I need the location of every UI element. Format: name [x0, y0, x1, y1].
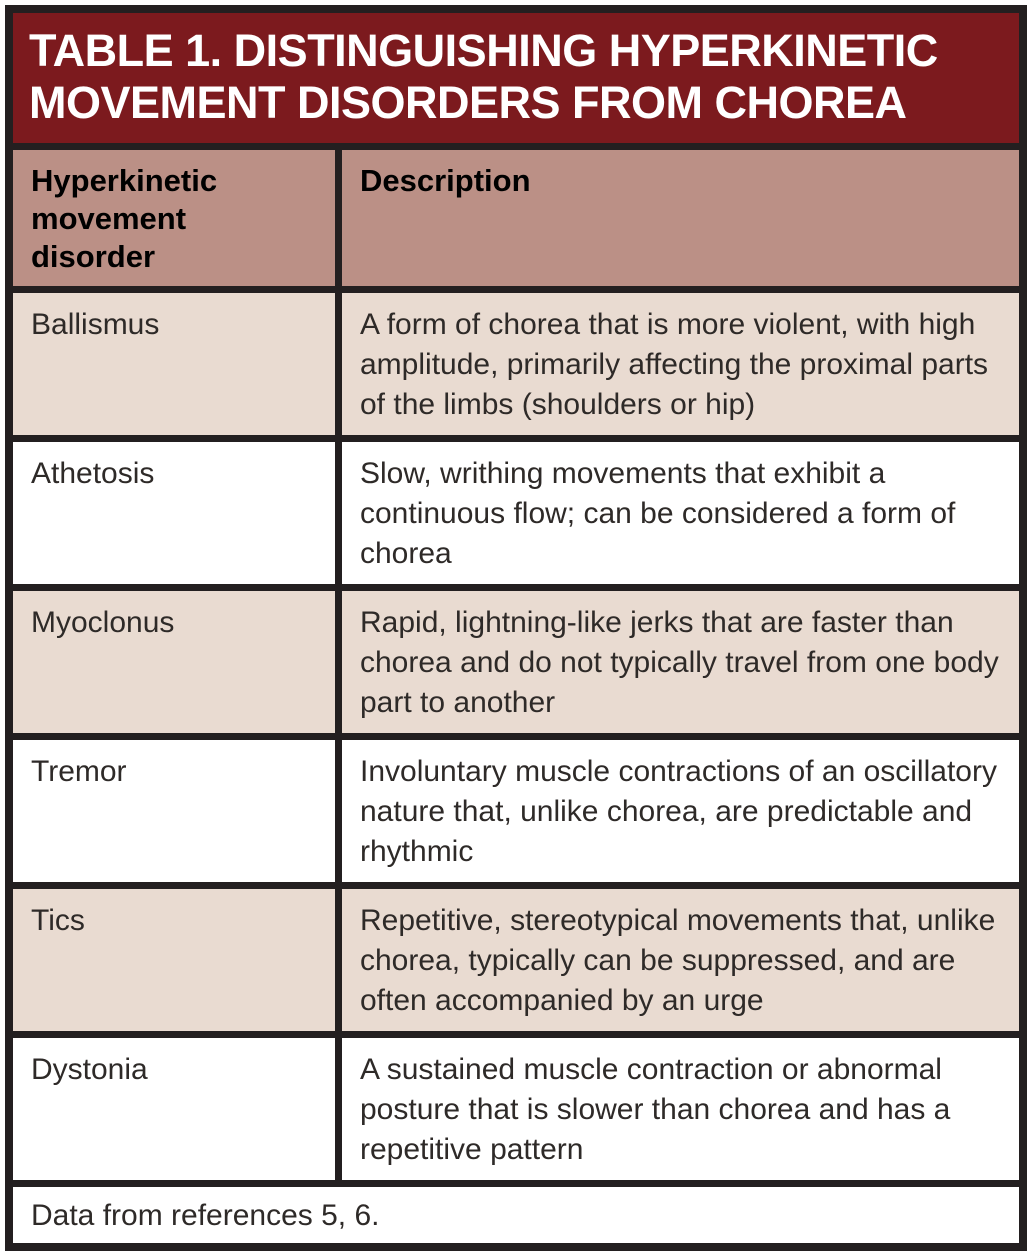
table-row: [13, 286, 1019, 435]
table-row: [13, 435, 1019, 584]
disorder-name: Tics: [13, 889, 342, 1031]
column-header-disorder: Hyperkinetic movement disorder: [13, 150, 342, 286]
disorder-description: A form of chorea that is more violent, with high amplitude, primarily affecting the proximal parts of the limbs (shoulders or hip): [360, 308, 989, 421]
disorder-description: A sustained muscle contraction or abnormal posture that is slower than chorea and has a repetitive pattern: [360, 1053, 951, 1166]
table-row: [13, 882, 1019, 1031]
disorder-description: Repetitive, stereotypical movements that, unlike chorea, typically can be suppressed, and are often accompanied by an urge: [360, 904, 996, 1017]
column-header-description: Description: [360, 163, 531, 198]
disorder-name: Myoclonus: [13, 591, 342, 733]
disorder-name: Tremor: [13, 740, 342, 882]
table-row: [13, 1031, 1019, 1180]
table-footnote: Data from references 5, 6.: [13, 1180, 1019, 1243]
disorder-name: Dystonia: [13, 1038, 342, 1180]
disorder-description: Involuntary muscle contractions of an oscillatory nature that, unlike chorea, are predictable and rhythmic: [360, 755, 997, 868]
table-row: [13, 584, 1019, 733]
table-header-row: [13, 143, 1019, 286]
disorder-name: Athetosis: [13, 442, 342, 584]
disorder-name: Ballismus: [13, 293, 342, 435]
disorder-description: Slow, writhing movements that exhibit a continuous flow; can be considered a form of chorea: [360, 457, 956, 570]
disorder-description: Rapid, lightning-like jerks that are faster than chorea and do not typically travel from one body part to another: [360, 606, 999, 719]
table-card: [5, 5, 1027, 1251]
table-title: TABLE 1. DISTINGUISHING HYPERKINETIC MOVEMENT DISORDERS FROM CHOREA: [13, 13, 1019, 143]
table-row: [13, 733, 1019, 882]
